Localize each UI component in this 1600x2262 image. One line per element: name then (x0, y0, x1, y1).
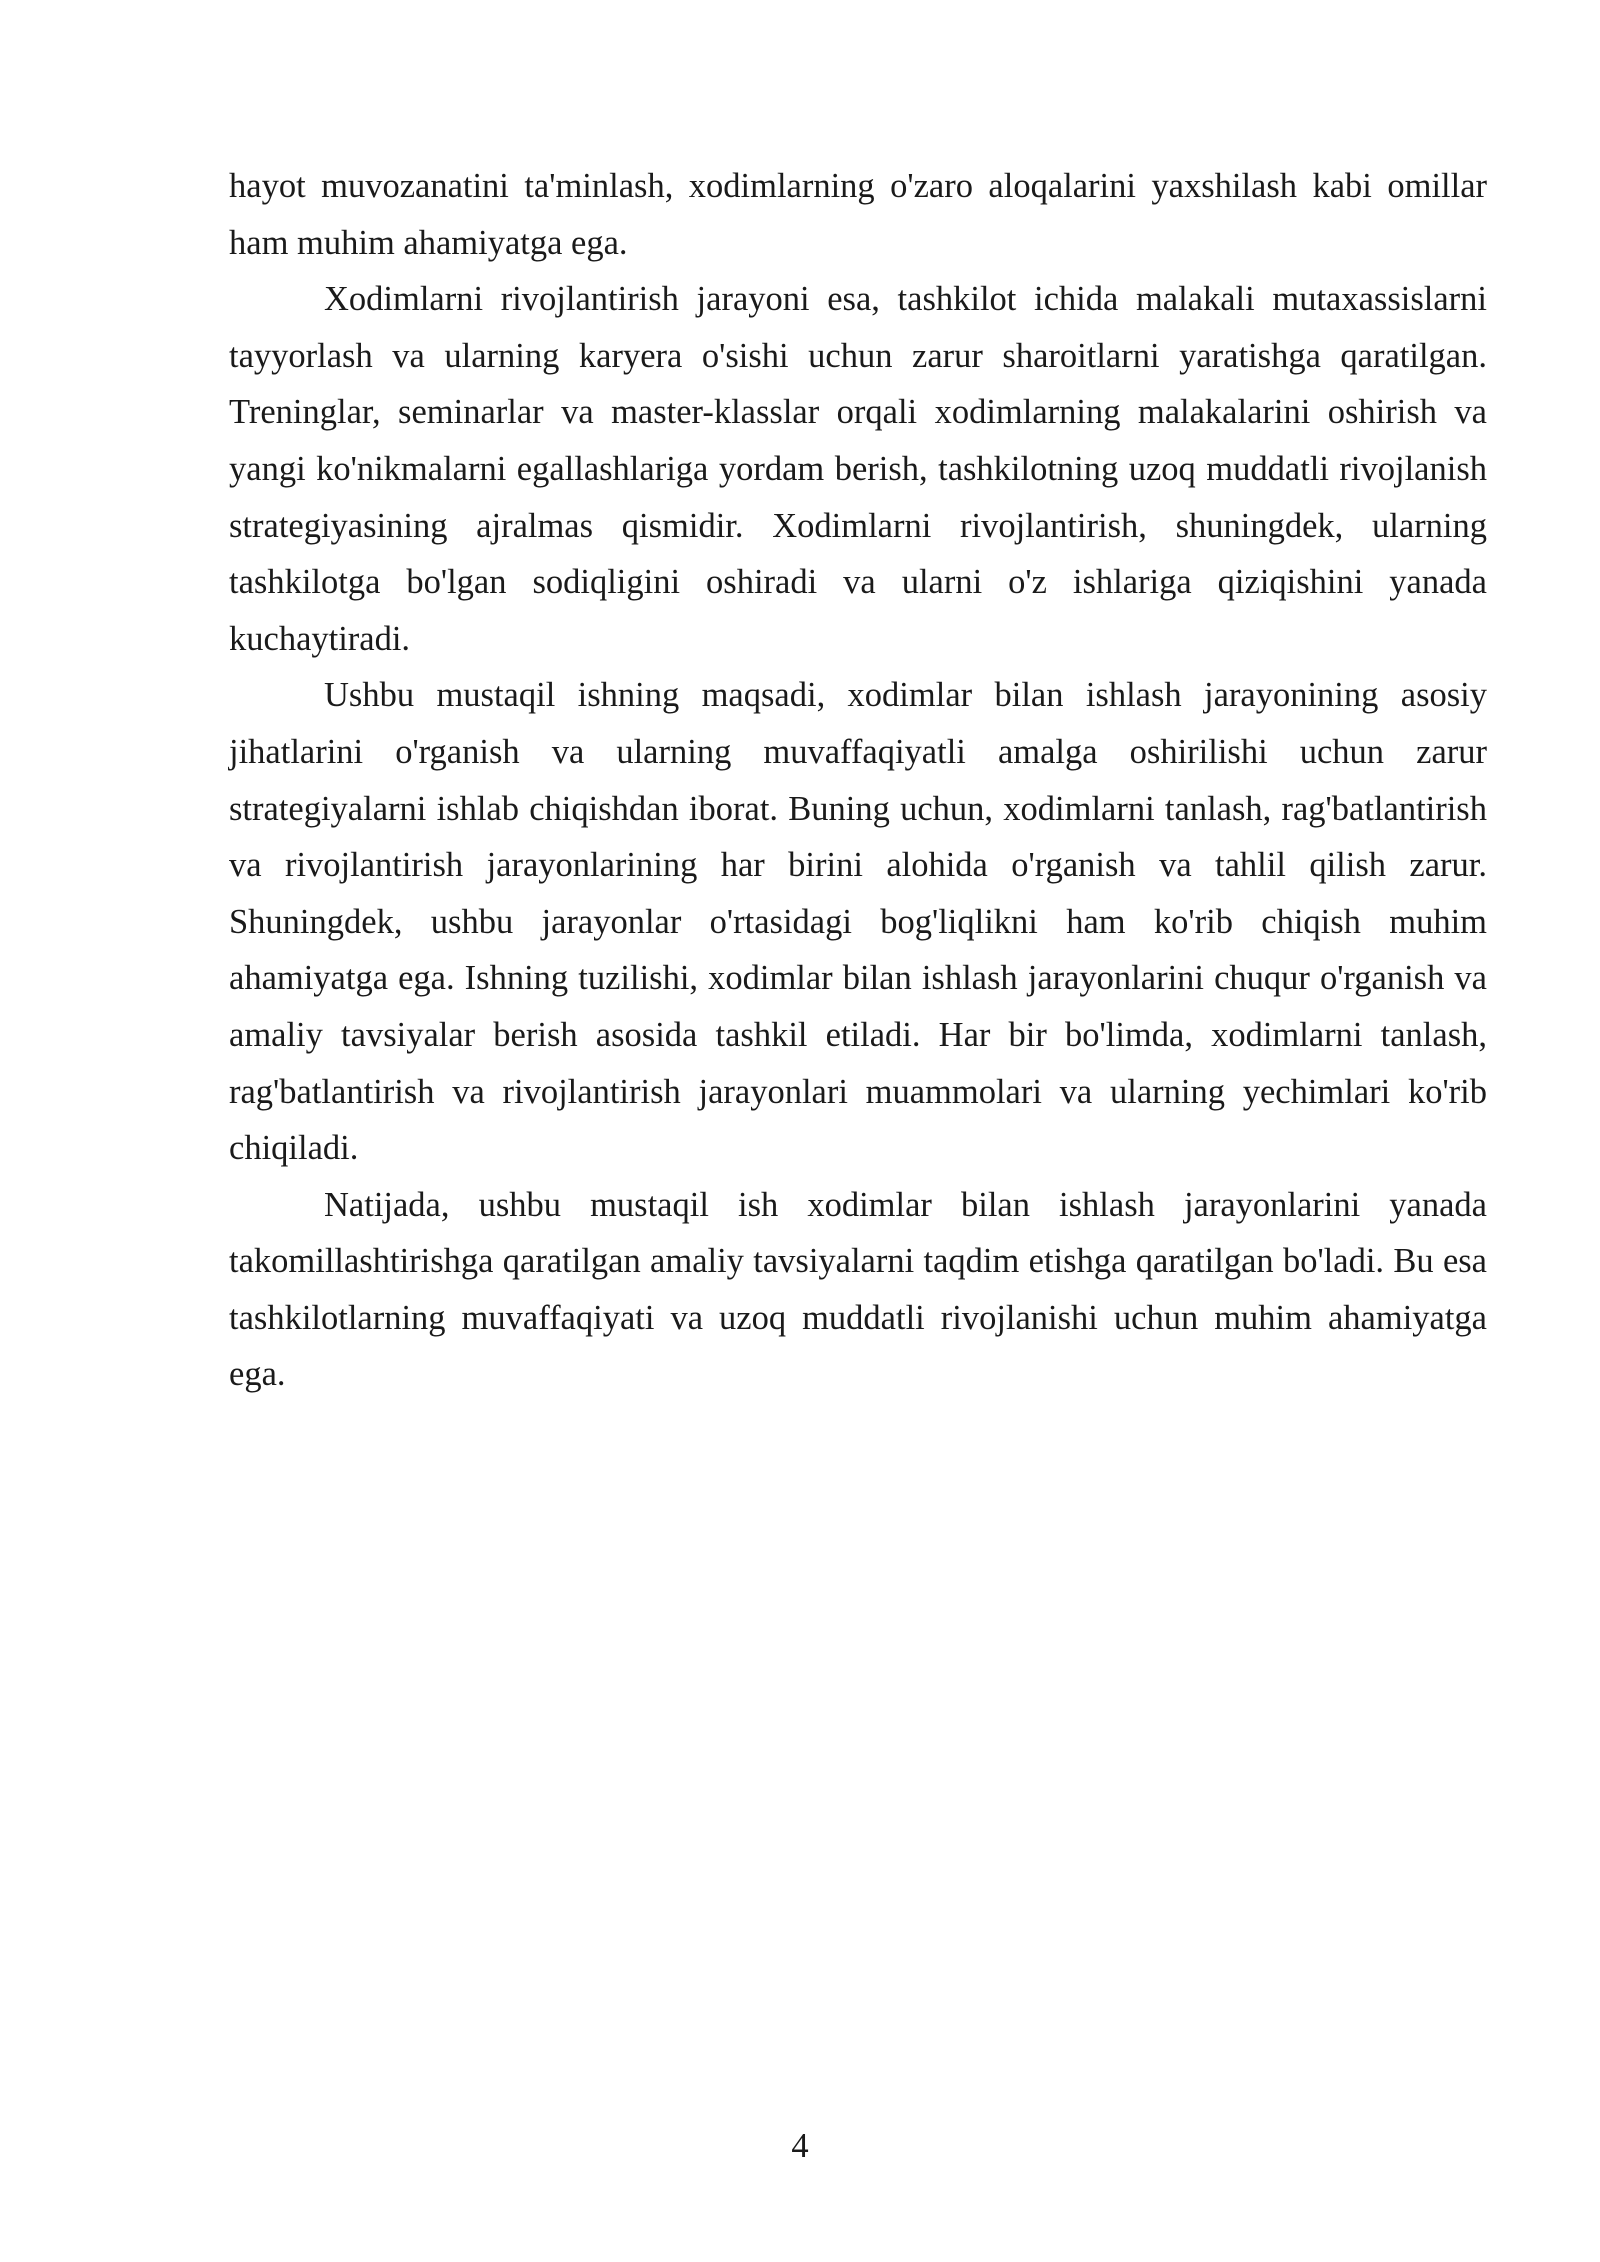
paragraph-continuation: hayot muvozanatini ta'minlash, xodimlarning o'zaro aloqalarini yaxshilash kabi omillar ham muhim ahamiyatga ega. (229, 167, 1487, 262)
body-text (229, 158, 1487, 1403)
paragraph-employee-development: Xodimlarni rivojlantirish jarayoni esa, tashkilot ichida malakali mutaxassislarni tayyorlash va ularning karyera o'sishi uchun zarur sharoitlarni yaratishga qaratilgan. Treninglar, seminarlar va master-klasslar orqali xodimlarning malakalarini oshirish va yangi ko'nikmalarni egallashlariga yordam berish, tashkilotning uzoq muddatli rivojlanish strategiyasining ajralmas qismidir. Xodimlarni rivojlantirish, shuningdek, ularning tashkilotga bo'lgan sodiqligini oshiradi va ularni o'z ishlariga qiziqishini yanada kuchaytiradi. (229, 280, 1487, 658)
page-number: 4 (791, 2127, 809, 2165)
paragraph-work-purpose: Ushbu mustaqil ishning maqsadi, xodimlar bilan ishlash jarayonining asosiy jihatlarini o'rganish va ularning muvaffaqiyatli amalga oshirilishi uchun zarur strategiyalarni ishlab chiqishdan iborat. Buning uchun, xodimlarni tanlash, rag'batlantirish va rivojlantirish jarayonlarining har birini alohida o'rganish va tahlil qilish zarur. Shuningdek, ushbu jarayonlar o'rtasidagi bog'liqlikni ham ko'rib chiqish muhim ahamiyatga ega. Ishning tuzilishi, xodimlar bilan ishlash jarayonlarini chuqur o'rganish va amaliy tavsiyalar berish asosida tashkil etiladi. Har bir bo'limda, xodimlarni tanlash, rag'batlantirish va rivojlantirish jarayonlari muammolari va ularning yechimlari ko'rib chiqiladi. (229, 676, 1487, 1168)
paragraph-conclusion: Natijada, ushbu mustaqil ish xodimlar bilan ishlash jarayonlarini yanada takomillashtirishga qaratilgan amaliy tavsiyalarni taqdim etishga qaratilgan bo'ladi. Bu esa tashkilotlarning muvaffaqiyati va uzoq muddatli rivojlanishi uchun muhim ahamiyatga ega. (229, 1185, 1487, 1394)
